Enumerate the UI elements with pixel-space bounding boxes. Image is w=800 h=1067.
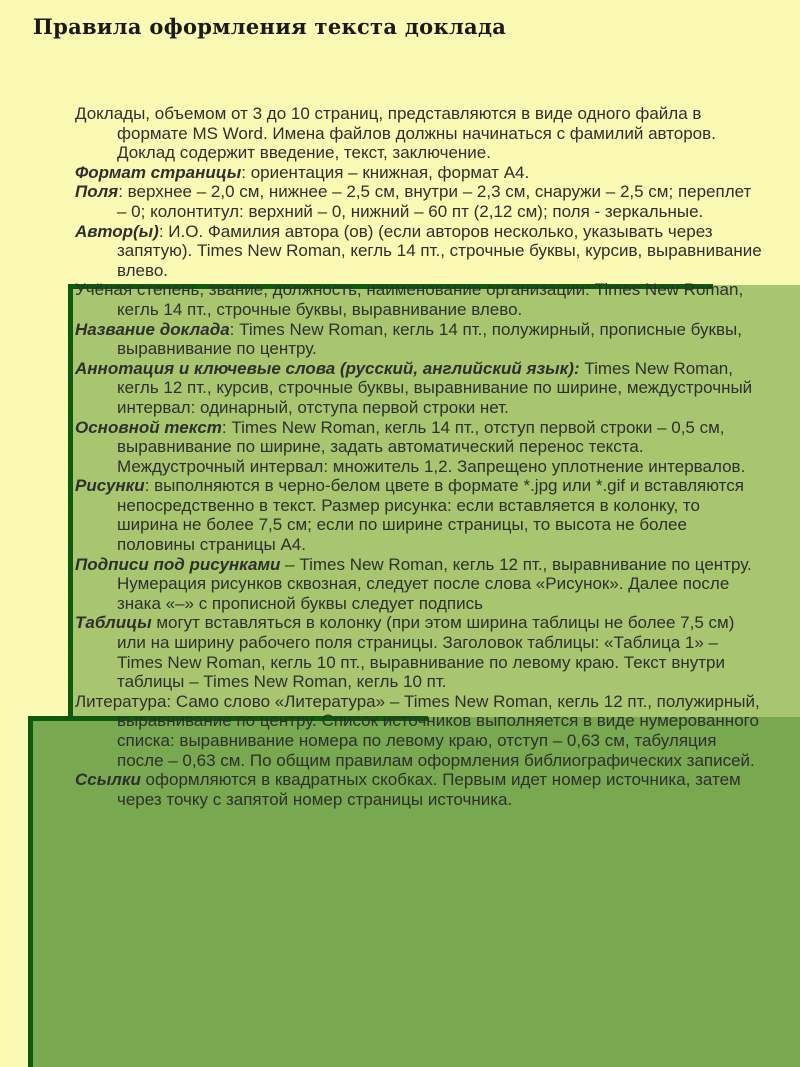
paragraph-text: : Times New Roman, кегль 14 пт., отступ первой строки – 0,5 см, выравнивание по ширине, задать автоматический перенос текста. Междустрочный интервал: множитель 1,2. Запрещено уплотнение интервалов.: [117, 417, 746, 476]
paragraph-figures: [75, 476, 765, 555]
paragraph-text: : ориентация – книжная, формат А4.: [241, 162, 530, 182]
paragraph-main-text: [75, 417, 765, 477]
slide-title: Правила оформления текста доклада: [33, 14, 507, 39]
paragraph-label: Формат страницы: [75, 162, 242, 182]
paragraph-label: Подписи под рисунками: [75, 554, 281, 574]
paragraph-label: Таблицы: [75, 613, 152, 633]
paragraph-text: : Times New Roman, кегль 14 пт., полужирный, прописные буквы, выравнивание по центру.: [117, 319, 742, 359]
paragraph-references: [75, 770, 765, 809]
paragraph-text: Литература: Само слово «Литература» – Times New Roman, кегль 12 пт., полужирный, выравнивание по центру. Список источников выполняется в виде нумерованного списка: выравнивание номера по левому краю, отступ – 0,63 см, табуляция после – 0,63 см. По общим правилам оформления библиографических записей.: [75, 691, 760, 770]
paragraph-label: Ссылки: [75, 770, 141, 790]
paragraph-page-format: [75, 162, 765, 183]
paragraph-authors: [75, 221, 765, 281]
paragraph-literature: [75, 691, 765, 770]
paragraph-text: Доклады, объемом от 3 до 10 страниц, представляются в виде одного файла в формате MS Word. Имена файлов должны начинаться с фамилий авторов. Доклад содержит введение, текст, заключение.: [75, 104, 716, 163]
paragraph-label: Автор(ы): [75, 221, 159, 241]
paragraph-degree: [75, 280, 765, 319]
paragraph-text: : верхнее – 2,0 см, нижнее – 2,5 см, внутри – 2,3 см, снаружи – 2,5 см; переплет – 0; колонтитул: верхний – 0, нижний – 60 пт (2,12 см); поля - зеркальные.: [117, 182, 752, 221]
paragraph-label: Аннотация и ключевые слова (русский, английский язык):: [75, 358, 580, 378]
paragraph-text: – Times New Roman, кегль 12 пт., выравнивание по центру. Нумерация рисунков сквозная, следует после слова «Рисунок». Далее после знака «–» с прописной буквы следует подпись: [117, 554, 752, 613]
paragraph-text: Times New Roman, кегль 12 пт., курсив, строчные буквы, выравнивание по ширине, междустрочный интервал: одинарный, отступа первой строки нет.: [117, 358, 753, 417]
rules-text: [75, 104, 765, 809]
paragraph-intro: [75, 104, 765, 163]
paragraph-label: Поля: [75, 182, 119, 202]
paragraph-text: Учёная степень, звание, должность, наименование организации: Times New Roman, кегль 14 пт., строчные буквы, выравнивание влево.: [75, 280, 744, 319]
paragraph-margins: [75, 182, 765, 221]
paragraph-label: Основной текст: [75, 417, 222, 437]
paragraph-text: могут вставляться в колонку (при этом ширина таблицы не более 7,5 см) или на ширину рабочего поля страницы. Заголовок таблицы: «Таблица 1» – Times New Roman, кегль 10 пт., выравнивание по левому краю. Текст внутри таблицы – Times New Roman, кегль 10 пт.: [117, 613, 735, 692]
paragraph-text: : выполняются в черно-белом цвете в формате *.jpg или *.gif и вставляются непосредственно в текст. Размер рисунка: если вставляется в колонку, то ширина не более 7,5 см; если по ширине страницы, то высота не более половины страницы А4.: [117, 476, 744, 555]
paragraph-text: оформляются в квадратных скобках. Первым идет номер источника, затем через точку с запятой номер страницы источника.: [117, 770, 741, 809]
paragraph-captions: [75, 554, 765, 614]
divider-upper-vertical: [68, 284, 73, 720]
paragraph-text: : И.О. Фамилия автора (ов) (если авторов несколько, указывать через запятую). Times New Roman, кегль 14 пт., строчные буквы, курсив, выравнивание влево.: [117, 221, 762, 280]
paragraph-abstract: [75, 358, 765, 418]
paragraph-tables: [75, 613, 765, 692]
paragraph-label: Рисунки: [75, 476, 145, 496]
paragraph-label: Название доклада: [75, 319, 230, 339]
divider-lower-vertical: [28, 716, 33, 1067]
paragraph-report-title: [75, 319, 765, 359]
